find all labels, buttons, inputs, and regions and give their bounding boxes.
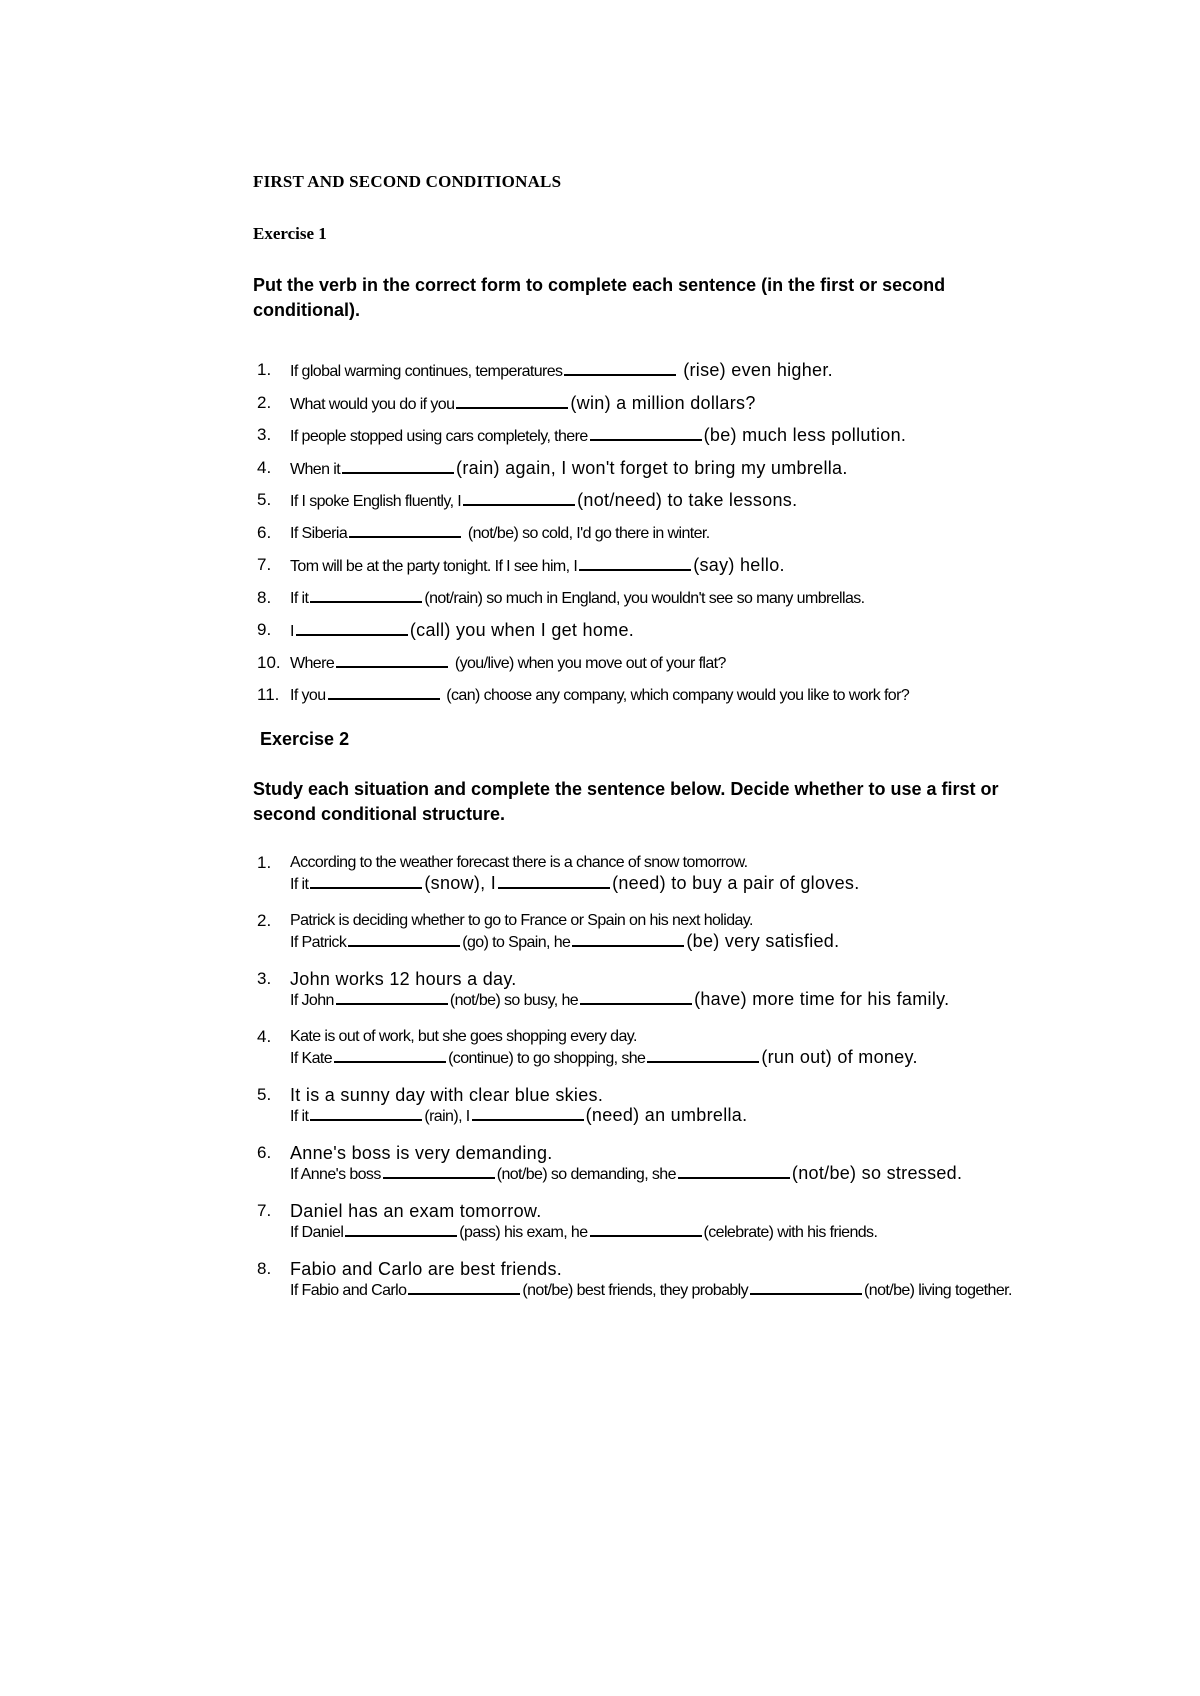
item-number: 1. <box>257 853 272 872</box>
completion-text-a: If Daniel <box>290 1224 344 1241</box>
situation-text: It is a sunny day with clear blue skies. <box>290 1085 604 1105</box>
completion-text-c: (not/be) living together. <box>864 1282 1012 1299</box>
answer-blank[interactable] <box>590 1221 702 1237</box>
item-text-before: Tom will be at the party tonight. If I see him, I <box>290 558 578 575</box>
exercise2-item <box>257 1259 1137 1301</box>
item-text-before: When it <box>290 460 341 478</box>
answer-blank[interactable] <box>580 989 692 1005</box>
exercise1-list <box>257 358 1137 716</box>
completion-text-c: (run out) of money. <box>761 1047 918 1067</box>
exercise1-item <box>257 651 1137 684</box>
completion-text-b: (snow), I <box>424 873 497 893</box>
item-text-after: (not/rain) so much in England, you wouldn't see so many umbrellas. <box>424 589 865 607</box>
item-number: 6. <box>257 1143 272 1162</box>
answer-blank[interactable] <box>336 989 448 1005</box>
completion-text-c: (be) very satisfied. <box>686 931 840 951</box>
item-text-after: (say) hello. <box>693 555 785 575</box>
completion-text-a: If Anne's boss <box>290 1166 381 1183</box>
exercise2-item <box>257 911 1137 953</box>
answer-blank[interactable] <box>647 1047 759 1063</box>
exercise1-item <box>257 618 1137 651</box>
situation-text: Anne's boss is very demanding. <box>290 1143 553 1163</box>
item-text-after: (not/need) to take lessons. <box>577 490 798 510</box>
exercise1-item <box>257 391 1137 424</box>
answer-blank[interactable] <box>590 425 702 441</box>
item-number: 9. <box>257 620 272 639</box>
item-text-before: If people stopped using cars completely, there <box>290 428 588 445</box>
completion-text-c: (not/be) so stressed. <box>791 1163 963 1183</box>
completion-text-b: (not/be) best friends, they probably <box>522 1282 749 1299</box>
exercise2-item <box>257 1085 1137 1127</box>
item-text-before: I <box>290 623 294 640</box>
answer-blank[interactable] <box>678 1163 790 1179</box>
exercise1-instruction: Put the verb in the correct form to complete each sentence (in the first or second conditional). <box>253 275 946 320</box>
situation-text: According to the weather forecast there is a chance of snow tomorrow. <box>290 854 748 871</box>
exercise1-item <box>257 521 1137 554</box>
completion-text-c: (have) more time for his family. <box>694 989 950 1009</box>
item-text-before: If Siberia <box>290 524 348 542</box>
completion-text-a: If Patrick <box>290 934 347 951</box>
item-number: 7. <box>257 555 272 574</box>
completion-text-c: (need) to buy a pair of gloves. <box>612 873 860 893</box>
answer-blank[interactable] <box>383 1163 495 1179</box>
answer-blank[interactable] <box>498 873 610 889</box>
answer-blank[interactable] <box>564 360 676 376</box>
answer-blank[interactable] <box>348 931 460 947</box>
exercise1-item <box>257 423 1137 456</box>
item-text-after: (call) you when I get home. <box>409 620 635 640</box>
item-number: 10. <box>257 652 281 672</box>
exercise1-heading: Exercise 1 <box>253 224 327 243</box>
item-number: 3. <box>257 969 272 988</box>
item-text-before: Where <box>290 654 335 672</box>
answer-blank[interactable] <box>310 873 422 889</box>
completion-text-b: (not/be) so demanding, she <box>496 1166 676 1183</box>
answer-blank[interactable] <box>345 1221 457 1237</box>
answer-blank[interactable] <box>349 522 461 538</box>
completion-text-b: (pass) his exam, he <box>459 1224 588 1241</box>
answer-blank[interactable] <box>342 458 454 474</box>
item-text-after: (you/live) when you move out of your flat? <box>454 654 726 672</box>
completion-text-a: If John <box>290 992 334 1009</box>
answer-blank[interactable] <box>463 490 575 506</box>
item-text-after: (be) much less pollution. <box>703 425 907 445</box>
completion-text-b: (go) to Spain, he <box>462 934 571 951</box>
item-number: 2. <box>257 911 272 930</box>
item-text-after: (not/be) so cold, I'd go there in winter. <box>467 524 710 542</box>
exercise2-item <box>257 1201 1137 1243</box>
completion-text-a: If it <box>290 1108 309 1125</box>
item-number: 4. <box>257 1027 272 1046</box>
item-number: 8. <box>257 1259 272 1278</box>
completion-text-a: If Kate <box>290 1050 333 1067</box>
item-text-after: (rain) again, I won't forget to bring my umbrella. <box>456 457 848 478</box>
item-text-after: (can) choose any company, which company would you like to work for? <box>446 687 910 704</box>
exercise2-list <box>257 853 1137 1317</box>
item-text-before: If it <box>290 589 309 607</box>
completion-text-a: If Fabio and Carlo <box>290 1282 407 1299</box>
item-text-after: (win) a million dollars? <box>570 392 756 413</box>
answer-blank[interactable] <box>472 1105 584 1121</box>
answer-blank[interactable] <box>750 1279 862 1295</box>
exercise2-item <box>257 1027 1137 1069</box>
page-title: FIRST AND SECOND CONDITIONALS <box>253 172 562 191</box>
completion-text-c: (celebrate) with his friends. <box>703 1224 878 1241</box>
item-text-before: What would you do if you <box>290 395 455 413</box>
completion-text-b: (not/be) so busy, he <box>449 992 579 1009</box>
item-number: 1. <box>257 360 272 379</box>
exercise2-heading: Exercise 2 <box>260 729 350 749</box>
answer-blank[interactable] <box>310 1105 422 1121</box>
answer-blank[interactable] <box>310 587 422 603</box>
exercise1-item <box>257 553 1137 586</box>
exercise1-item <box>257 586 1137 619</box>
answer-blank[interactable] <box>336 652 448 668</box>
item-number: 4. <box>257 457 272 477</box>
answer-blank[interactable] <box>579 555 691 571</box>
item-text-before: If you <box>290 687 326 704</box>
exercise2-item <box>257 1143 1137 1185</box>
completion-text-b: (continue) to go shopping, she <box>448 1050 646 1067</box>
exercise1-item <box>257 488 1137 521</box>
item-number: 6. <box>257 522 272 542</box>
exercise2-instruction: Study each situation and complete the sentence below. Decide whether to use a first or second conditional structure. <box>253 779 999 824</box>
item-text-before: If I spoke English fluently, I <box>290 493 462 510</box>
item-number: 11. <box>257 685 280 704</box>
situation-text: Daniel has an exam tomorrow. <box>290 1201 542 1221</box>
exercise2-item <box>257 969 1137 1011</box>
situation-text: Kate is out of work, but she goes shopping every day. <box>290 1028 637 1045</box>
item-number: 3. <box>257 425 272 444</box>
exercise1-item <box>257 683 1137 716</box>
completion-text-a: If it <box>290 876 309 893</box>
answer-blank[interactable] <box>456 393 568 409</box>
item-number: 7. <box>257 1201 272 1220</box>
answer-blank[interactable] <box>328 684 440 700</box>
situation-text: Fabio and Carlo are best friends. <box>290 1259 563 1279</box>
item-text-after: (rise) even higher. <box>683 360 833 380</box>
exercise1-item <box>257 358 1137 391</box>
item-number: 8. <box>257 587 272 607</box>
completion-text-b: (rain), I <box>424 1108 470 1125</box>
answer-blank[interactable] <box>334 1047 446 1063</box>
situation-text: John works 12 hours a day. <box>290 969 517 989</box>
answer-blank[interactable] <box>408 1279 520 1295</box>
item-number: 5. <box>257 490 272 509</box>
item-number: 2. <box>257 392 272 412</box>
exercise2-item <box>257 853 1137 895</box>
situation-text: Patrick is deciding whether to go to France or Spain on his next holiday. <box>290 912 753 929</box>
item-text-before: If global warming continues, temperatures <box>290 363 563 380</box>
completion-text-c: (need) an umbrella. <box>585 1105 748 1125</box>
answer-blank[interactable] <box>296 620 408 636</box>
exercise1-item <box>257 456 1137 489</box>
item-number: 5. <box>257 1085 272 1104</box>
answer-blank[interactable] <box>572 931 684 947</box>
